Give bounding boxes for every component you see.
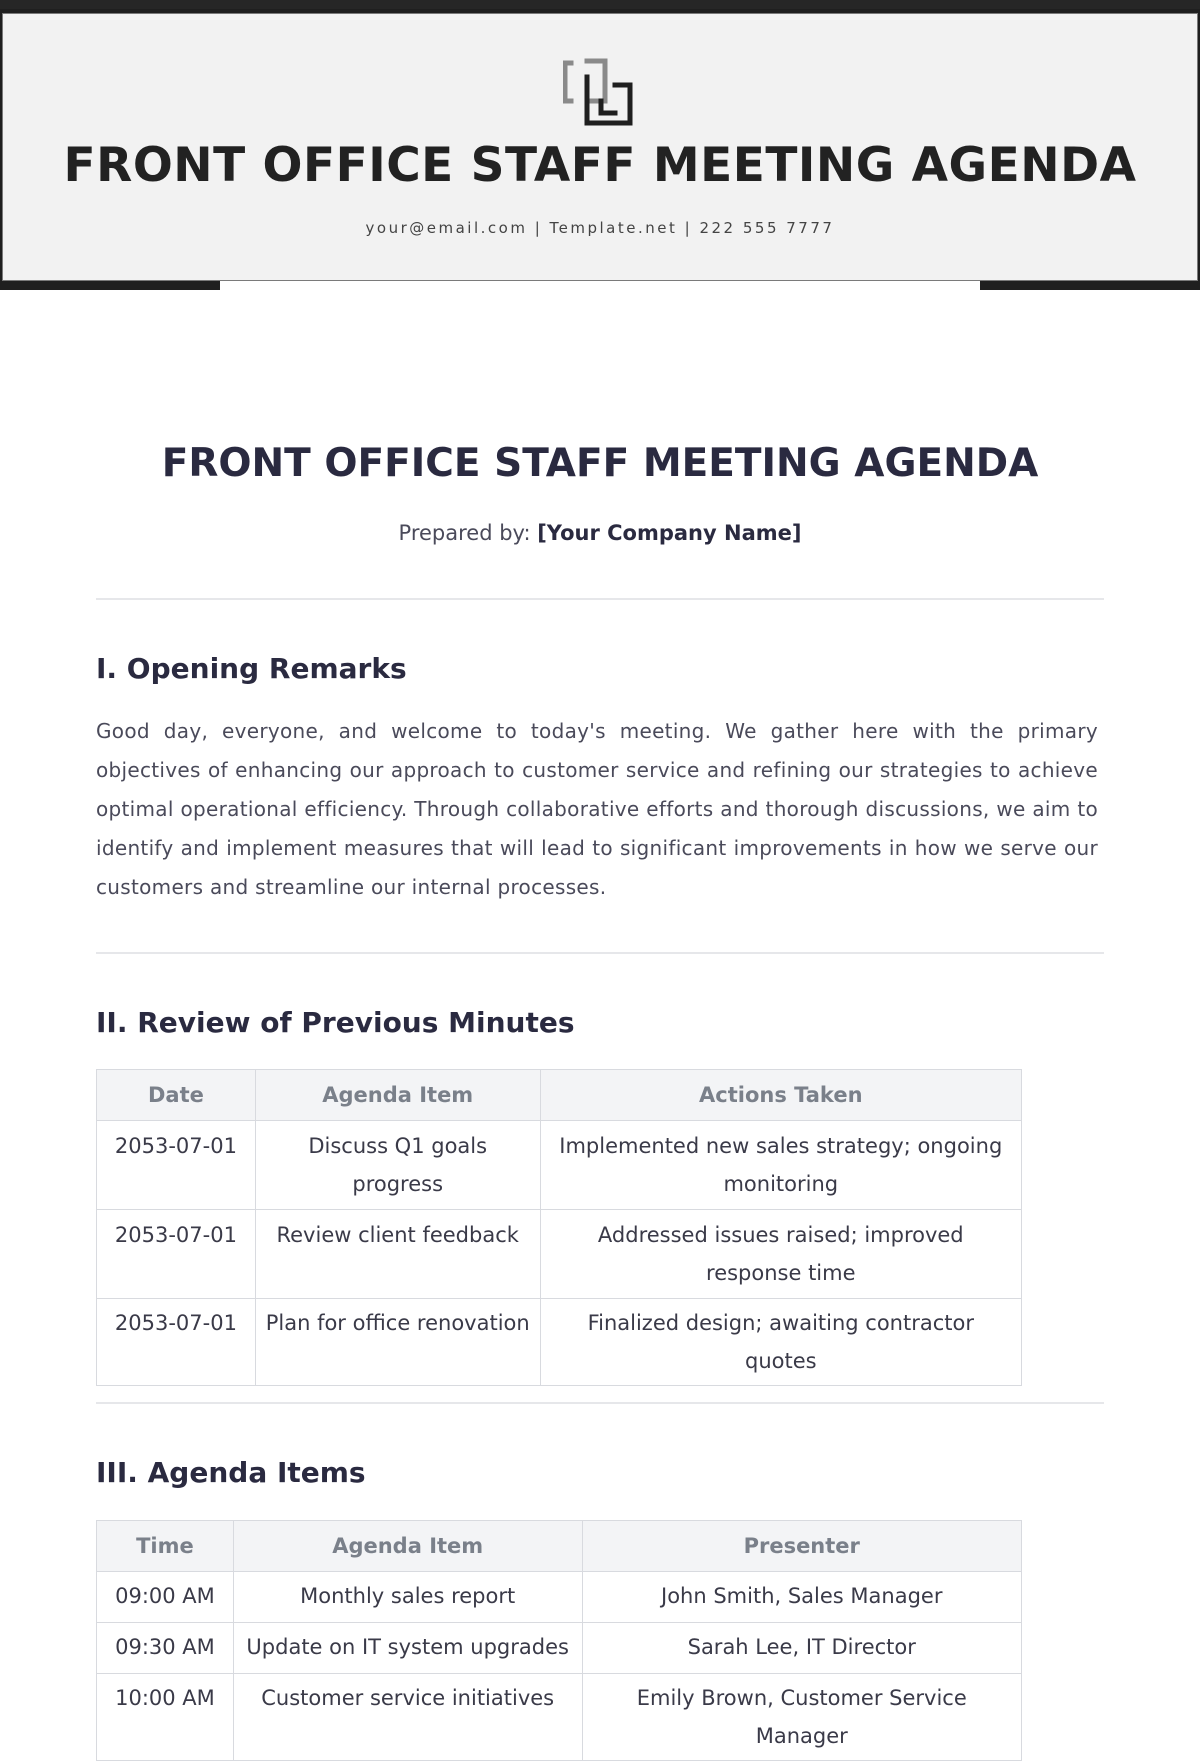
- table-row: [97, 1674, 1022, 1761]
- section-divider: [96, 598, 1104, 600]
- table-row: [97, 1210, 1022, 1299]
- section-heading-review-minutes: II. Review of Previous Minutes: [96, 1006, 575, 1039]
- header-title: FRONT OFFICE STAFF MEETING AGENDA: [63, 138, 1137, 193]
- agenda-item-cell: Plan for office renovation: [255, 1299, 540, 1386]
- date-cell: 2053-07-01: [97, 1299, 256, 1386]
- header-contact-info: your@email.com | Template.net | 222 555 7777: [365, 219, 835, 237]
- table-row: [97, 1299, 1022, 1386]
- table-header-row: [97, 1070, 1022, 1121]
- column-header-actions-taken: Actions Taken: [540, 1070, 1021, 1121]
- presenter-cell: Emily Brown, Customer Service Manager: [582, 1674, 1022, 1761]
- agenda-item-cell: Monthly sales report: [233, 1572, 582, 1623]
- section-divider: [96, 952, 1104, 954]
- column-header-presenter: Presenter: [582, 1521, 1022, 1572]
- actions-taken-cell: Implemented new sales strategy; ongoing monitoring: [540, 1121, 1021, 1210]
- date-cell: 2053-07-01: [97, 1121, 256, 1210]
- agenda-item-cell: Customer service initiatives: [233, 1674, 582, 1761]
- column-header-agenda-item: Agenda Item: [255, 1070, 540, 1121]
- agenda-item-cell: Update on IT system upgrades: [233, 1623, 582, 1674]
- time-cell: 09:30 AM: [97, 1623, 234, 1674]
- column-header-time: Time: [97, 1521, 234, 1572]
- page-title: FRONT OFFICE STAFF MEETING AGENDA: [161, 441, 1039, 486]
- table-row: [97, 1121, 1022, 1210]
- actions-taken-cell: Addressed issues raised; improved response time: [540, 1210, 1021, 1299]
- agenda-item-cell: Review client feedback: [255, 1210, 540, 1299]
- actions-taken-cell: Finalized design; awaiting contractor quotes: [540, 1299, 1021, 1386]
- opening-remarks-text: Good day, everyone, and welcome to today's meeting. We gather here with the primary objectives of enhancing our approach to customer service and refining our strategies to achieve optimal operational efficiency. Through collaborative efforts and thorough discussions, we aim to identify and implement measures that will lead to significant improvements in how we serve our customers and streamline our internal processes.: [96, 719, 1098, 899]
- time-cell: 10:00 AM: [97, 1674, 234, 1761]
- top-strip: [0, 0, 1200, 9]
- section-heading-agenda-items: III. Agenda Items: [96, 1456, 366, 1489]
- agenda-items-table: [96, 1520, 1022, 1761]
- bracket-logo-icon: [563, 57, 637, 127]
- agenda-item-cell: Discuss Q1 goals progress: [255, 1121, 540, 1210]
- column-header-agenda-item: Agenda Item: [233, 1521, 582, 1572]
- header-notch: [220, 280, 980, 292]
- table-header-row: [97, 1521, 1022, 1572]
- section-heading-opening-remarks: I. Opening Remarks: [96, 652, 407, 685]
- table-row: [97, 1623, 1022, 1674]
- previous-minutes-table: [96, 1069, 1022, 1386]
- presenter-cell: Sarah Lee, IT Director: [582, 1623, 1022, 1674]
- time-cell: 09:00 AM: [97, 1572, 234, 1623]
- prepared-by: [0, 521, 1200, 545]
- section-divider: [96, 1402, 1104, 1404]
- company-name: [Your Company Name]: [537, 521, 802, 545]
- table-row: [97, 1572, 1022, 1623]
- presenter-cell: John Smith, Sales Manager: [582, 1572, 1022, 1623]
- column-header-date: Date: [97, 1070, 256, 1121]
- prepared-by-label: Prepared by:: [398, 521, 538, 545]
- date-cell: 2053-07-01: [97, 1210, 256, 1299]
